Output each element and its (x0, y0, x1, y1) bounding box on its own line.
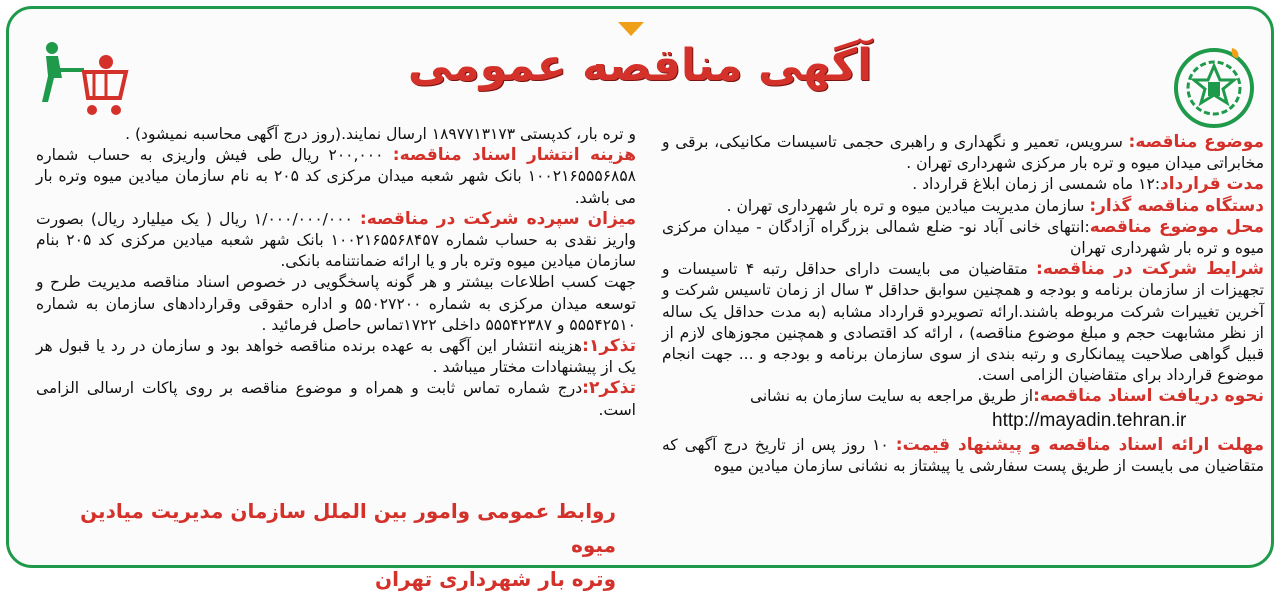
note2-text: درج شماره تماس ثابت و همراه و موضوع مناقصه بر روی پاکات ارسالی الزامی است. (36, 379, 636, 419)
subject-text: سرویس، تعمیر و نگهداری و راهبری حجمی تاسیسات مکانیکی، برقی و مخابراتی میدان میوه و تره بار مرکزی شهرداری تهران . (662, 133, 1264, 173)
top-tab-marker (618, 22, 644, 36)
conditions-text: متقاضیان می بایست دارای حداقل رتبه ۴ تاسیسات و تجهیزات از سازمان برنامه و بودجه و همچنین سوابق حداقل ۳ سال از زمان تاسیس شرکت و آخرین تغییرات شرکت مربوطه باشند.ارائه تصویردو قرارداد مشابه (به مدت حداقل یک ساله از نظر مشابهت حجم و مبلغ موضوع مناقصه) ، ارائه کد اقتصادی و همچنین مجوزهای لازم از قبیل گواهی صلاحیت پیمانکاری و رتبه بندی از سوی سازمان برنامه و بودجه و ... جهت انجام موضوع قرارداد برای متقاضیان الزامی است. (662, 260, 1264, 385)
footer-signature (36, 494, 616, 596)
info-text: جهت کسب اطلاعات بیشتر و هر گونه پاسخگویی در خصوص اسناد مناقصه مدیریت طرح و توسعه میدان مرکزی به شماره ۵۵۰۲۷۲۰۰ و اداره حقوقی وقراردادهای سازمان به شماره ۵۵۵۴۲۵۱۰ و ۵۵۵۴۲۳۸۷ داخلی ۱۷۲۲تماس حاصل فرمائید . (36, 273, 636, 334)
deposit-label: میزان سپرده شرکت در مناقصه: (359, 208, 636, 229)
cost-label: هزینه انتشار اسناد مناقصه: (392, 145, 636, 166)
right-column (662, 132, 1264, 477)
tehran-municipality-logo (1170, 42, 1258, 130)
note1-label: تذکر۱: (582, 336, 636, 357)
duration-text: :۱۲ ماه شمسی از زمان ابلاغ قرارداد . (912, 175, 1161, 194)
receive-text: از طریق مراجعه به سایت سازمان به نشانی (749, 387, 1034, 406)
deadline-text: ۱۰ روز پس از تاریخ درج آگهی که متقاضیان می بایست از طریق پست سفارشی یا پیشتاز به نشانی سازمان میادین میوه (662, 435, 1264, 476)
location-label: محل موضوع مناقصه (1089, 216, 1264, 237)
left-column (36, 124, 636, 421)
deposit-text: ۱/۰۰۰/۰۰۰/۰۰۰ ریال ( یک میلیارد ریال) بصورت واریز نقدی به حساب شماره ۱۰۰۲۱۶۵۵۶۸۴۵۷ بانک شهر شعبه میادین مرکزی کد ۲۰۵ بنام سازمان میادین میوه وتره بار و یا ارائه ضمانتنامه بانکی. (36, 209, 637, 271)
shopping-cart-icon (36, 40, 136, 122)
conditions-label: شرایط شرکت در مناقصه: (1036, 259, 1264, 280)
footer-line-1: روابط عمومی وامور بین الملل سازمان مدیریت میادین میوه (80, 499, 616, 557)
organizer-text: سازمان مدیریت میادین میوه و تره بار شهرداری تهران . (726, 196, 1085, 215)
footer-line-2: وتره بار شهرداری تهران (375, 567, 616, 591)
location-text: :انتهای خانی آباد نو- ضلع شمالی بزرگراه آزادگان - میدان مرکزی میوه و تره بار شهرداری تهران (662, 217, 1264, 258)
subject-label: موضوع مناقصه: (1128, 132, 1264, 152)
cost-text: ۲۰۰,۰۰۰ ریال طی فیش واریزی به حساب شماره ۱۰۰۲۱۶۵۵۵۶۸۵۸ بانک شهر شعبه میدان مرکزی کد ۲۰۵ به نام سازمان میادین میوه وتره بار می باشد. (36, 146, 637, 207)
notice-title: آگهی مناقصه عمومی (407, 40, 873, 91)
note2-label: تذکر۲: (582, 378, 636, 399)
receive-label: نحوه دریافت اسناد مناقصه: (1033, 386, 1264, 407)
organizer-label: دستگاه مناقصه گذار: (1089, 195, 1264, 216)
website-url[interactable]: http://mayadin.tehran.ir (992, 409, 1187, 431)
deadline-label: مهلت ارائه اسناد مناقصه و پیشنهاد قیمت: (895, 434, 1264, 455)
continuation-text: و تره بار، کدپستی ۱۸۹۷۷۱۳۱۷۳ ارسال نمایند.(روز درج آگهی محاسبه نمیشود) . (125, 125, 636, 143)
note1-text: هزینه انتشار این آگهی به عهده برنده مناقصه خواهد بود و سازمان در رد یا قبول هر یک از پیشنهادات مختار میباشد . (36, 337, 636, 377)
duration-label: مدت قرارداد (1160, 174, 1264, 195)
